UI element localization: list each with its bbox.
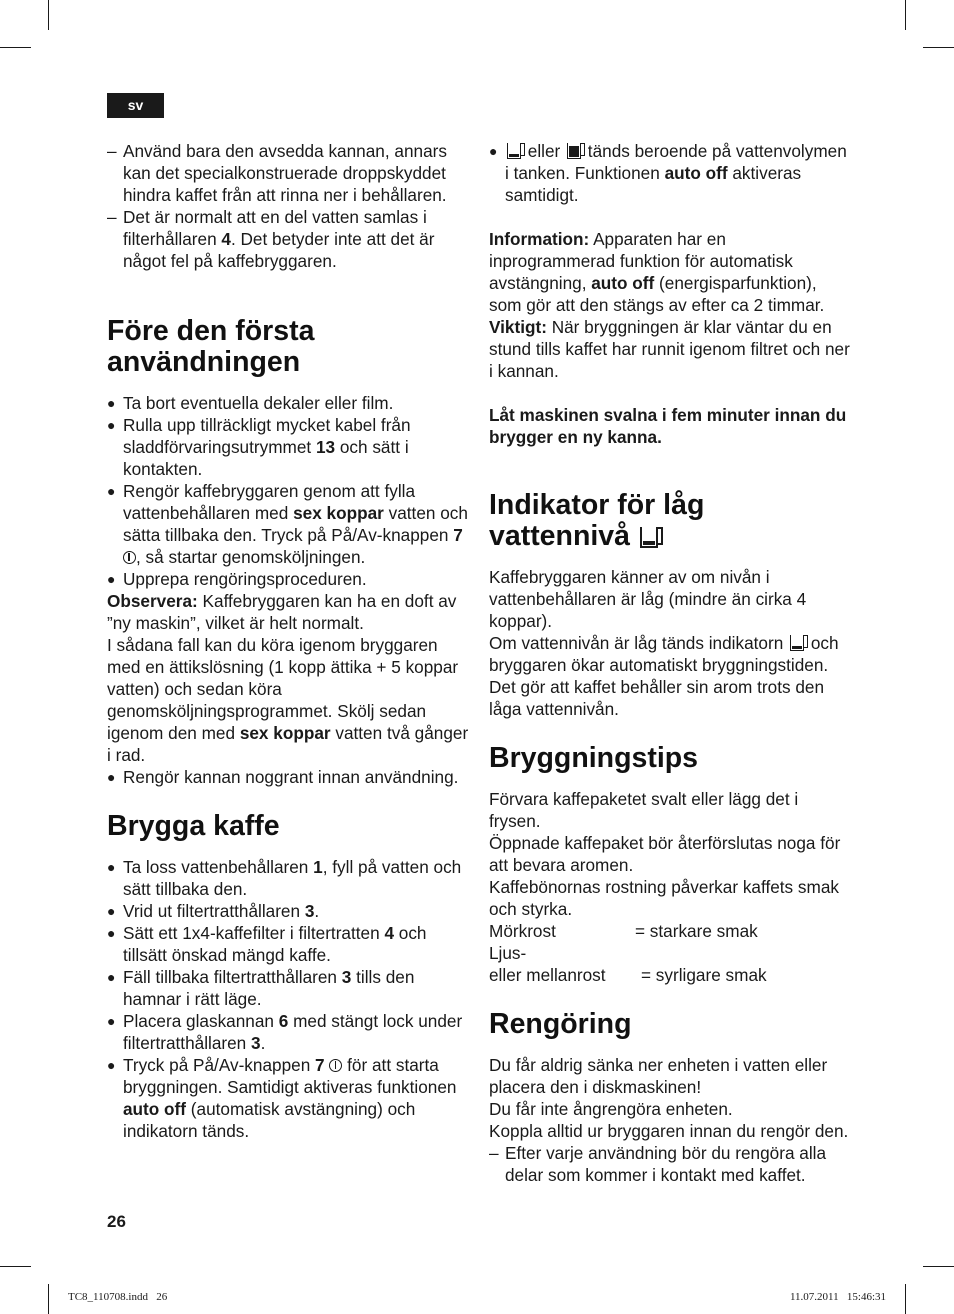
footer-timestamp: 11.07.2011 15:46:31 <box>789 1291 886 1303</box>
heading-low-water: Indikator för låg vattennivå <box>489 489 705 552</box>
cleaning-paragraph: Du får aldrig sänka ner enheten i vatten eller placera den i diskmaskinen! <box>489 1055 828 1097</box>
info-paragraph: Information: Apparaten har en inprogrammerad funktion för automatisk avstängning, auto off (energisparfunktion), som gör att den stängs av efter ca 2 timmar. <box>489 229 825 315</box>
crop-mark <box>905 0 906 30</box>
cleaning-dash-item: – Efter varje användning bör du rengöra alla delar som kommer i kontakt med kaffet. <box>489 1142 851 1186</box>
cleaning-paragraph: Koppla alltid ur bryggaren innan du rengör den. <box>489 1121 849 1141</box>
crop-mark <box>923 1266 954 1267</box>
footer-file: TC8_110708.indd 26 <box>68 1291 168 1303</box>
tips-paragraph: Öppnade kaffepaket bör återförslutas noga för att bevara aromen. <box>489 833 841 875</box>
roast-row: eller mellanrost = syrligare smak <box>489 965 767 985</box>
list-item: ● Ta loss vattenbehållaren 1, fyll på vatten och sätt tillbaka den. <box>107 856 469 900</box>
heading-cleaning: Rengöring <box>489 1008 632 1040</box>
power-icon <box>329 1059 342 1072</box>
crop-mark <box>905 1284 906 1314</box>
cool-down-note: Låt maskinen svalna i fem minuter innan du brygger en ny kanna. <box>489 405 847 447</box>
tips-paragraph: Förvara kaffepaketet svalt eller lägg det i frysen. <box>489 789 799 831</box>
low-water-paragraph: Om vattennivån är låg tänds indikatorn och bryggaren ökar automatiskt bryggningstiden. Det gör att kaffet behåller sin arom trots den låga vattennivån. <box>489 633 839 719</box>
water-full-icon <box>567 143 581 159</box>
intro-dash-item: – Det är normalt att en del vatten samlas i filterhållaren 4. Det betyder inte att det är något fel på kaffebryggaren. <box>107 206 469 272</box>
tips-paragraph: Kaffebönornas rostning påverkar kaffets smak och styrka. <box>489 877 839 919</box>
list-item: ● Rulla upp tillräckligt mycket kabel från sladdförvaringsutrymmet 13 och sätt i kontakten. <box>107 414 469 480</box>
water-low-icon <box>790 635 804 651</box>
list-item: ● Upprepa rengöringsproceduren. <box>107 568 469 590</box>
crop-mark <box>48 0 49 30</box>
list-item: ● Rengör kannan noggrant innan användning. <box>107 766 469 788</box>
water-low-icon <box>507 143 521 159</box>
right-column <box>489 140 851 1186</box>
heading-brew: Brygga kaffe <box>107 810 280 842</box>
list-item: ● Sätt ett 1x4-kaffefilter i filtertratten 4 och tillsätt önskad mängd kaffe. <box>107 922 469 966</box>
left-column <box>107 140 469 1142</box>
roast-row: Mörkrost = starkare smak <box>489 921 758 941</box>
list-item: ● Placera glaskannan 6 med stängt lock under filtertratthållaren 3. <box>107 1010 469 1054</box>
heading-tips: Bryggningstips <box>489 742 699 774</box>
list-item: ● Vrid ut filtertratthållaren 3. <box>107 900 469 922</box>
list-item: ● Rengör kaffebryggaren genom att fylla vattenbehållaren med sex koppar vatten och sätta tillbaka den. Tryck på På/Av-knappen 7 , så startar genomsköljningen. <box>107 480 469 568</box>
low-water-paragraph: Kaffebryggaren känner av om nivån i vattenbehållaren är låg (mindre än cirka 4 koppar). <box>489 567 807 631</box>
important-paragraph: Viktigt: När bryggningen är klar väntar du en stund tills kaffet har runnit igenom filtret och ner i kannan. <box>489 317 850 381</box>
power-icon <box>123 551 136 564</box>
crop-mark <box>0 47 31 48</box>
roast-label-line: Ljus- <box>489 943 527 963</box>
page-number: 26 <box>107 1212 126 1231</box>
heading-first-use: Före den första användningen <box>107 315 315 378</box>
water-low-icon <box>640 527 658 548</box>
cleaning-paragraph: Du får inte ångrengöra enheten. <box>489 1099 733 1119</box>
list-item: ● Tryck på På/Av-knappen 7 för att starta bryggningen. Samtidigt aktiveras funktionen auto off (automatisk avstängning) och indikatorn tänds. <box>107 1054 469 1142</box>
note-observera: Observera: Kaffebryggaren kan ha en doft av ”ny maskin”, vilket är helt normalt. <box>107 591 457 633</box>
crop-mark <box>0 1266 31 1267</box>
list-item: ● Ta bort eventuella dekaler eller film. <box>107 392 469 414</box>
crop-mark <box>923 47 954 48</box>
note-paragraph: I sådana fall kan du köra igenom bryggaren med en ättikslösning (1 kopp ättika + 5 koppar vatten) och sedan köra genomsköljningsprogrammet. Skölj sedan igenom den med sex koppar vatten två gånger i rad. <box>107 635 469 765</box>
language-badge: sv <box>107 93 164 118</box>
intro-dash-item: – Använd bara den avsedda kannan, annars kan det specialkonstruerade droppskyddet hindra kaffet från att rinna ner i behållaren. <box>107 140 469 206</box>
list-item: ● eller tänds beroende på vattenvolymen i tanken. Funktionen auto off aktiveras samtidigt. <box>489 140 851 206</box>
list-item: ● Fäll tillbaka filtertratthållaren 3 tills den hamnar i rätt läge. <box>107 966 469 1010</box>
crop-mark <box>48 1284 49 1314</box>
